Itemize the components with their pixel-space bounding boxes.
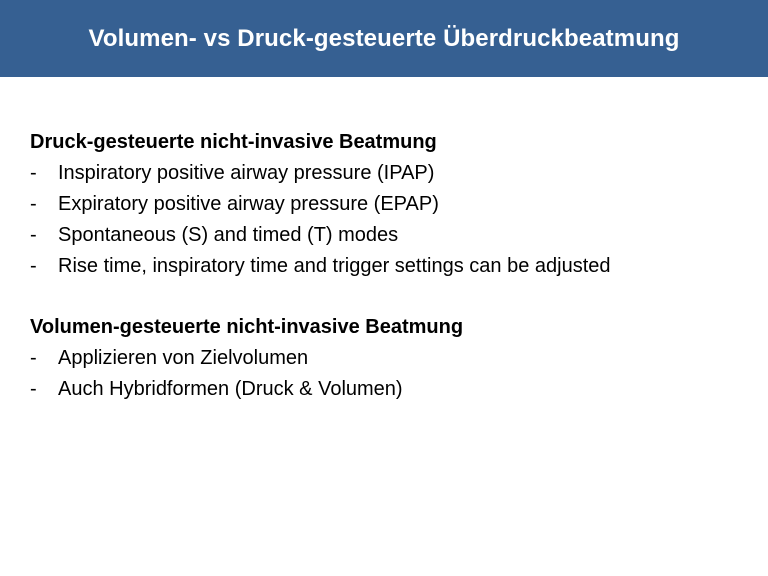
slide-title: Volumen- vs Druck-gesteuerte Überdruckbeatmung	[88, 24, 680, 52]
bullet-text: Applizieren von Zielvolumen	[58, 347, 309, 369]
section-pressure-controlled	[30, 127, 750, 282]
bullet-text: Inspiratory positive airway pressure (IPAP)	[58, 162, 435, 184]
bullet-list	[30, 343, 750, 405]
bullet-marker: -	[30, 378, 37, 400]
list-item	[30, 374, 750, 405]
bullet-marker: -	[30, 347, 37, 369]
bullet-marker: -	[30, 255, 37, 277]
section-volume-controlled	[30, 312, 750, 405]
list-item	[30, 189, 750, 220]
list-item	[30, 343, 750, 374]
section-heading: Druck-gesteuerte nicht-invasive Beatmung	[30, 131, 437, 153]
bullet-text: Spontaneous (S) and timed (T) modes	[58, 224, 399, 246]
bullet-text: Rise time, inspiratory time and trigger settings can be adjusted	[58, 255, 611, 277]
bullet-marker: -	[30, 162, 37, 184]
section-spacer	[30, 282, 750, 312]
section-heading: Volumen-gesteuerte nicht-invasive Beatmung	[30, 316, 464, 338]
title-bar	[0, 0, 768, 77]
list-item	[30, 158, 750, 189]
slide-content	[30, 127, 750, 405]
list-item	[30, 220, 750, 251]
bullet-list	[30, 158, 750, 282]
list-item	[30, 251, 750, 282]
bullet-marker: -	[30, 224, 37, 246]
bullet-text: Expiratory positive airway pressure (EPAP)	[58, 193, 439, 215]
bullet-text: Auch Hybridformen (Druck & Volumen)	[58, 378, 403, 400]
bullet-marker: -	[30, 193, 37, 215]
